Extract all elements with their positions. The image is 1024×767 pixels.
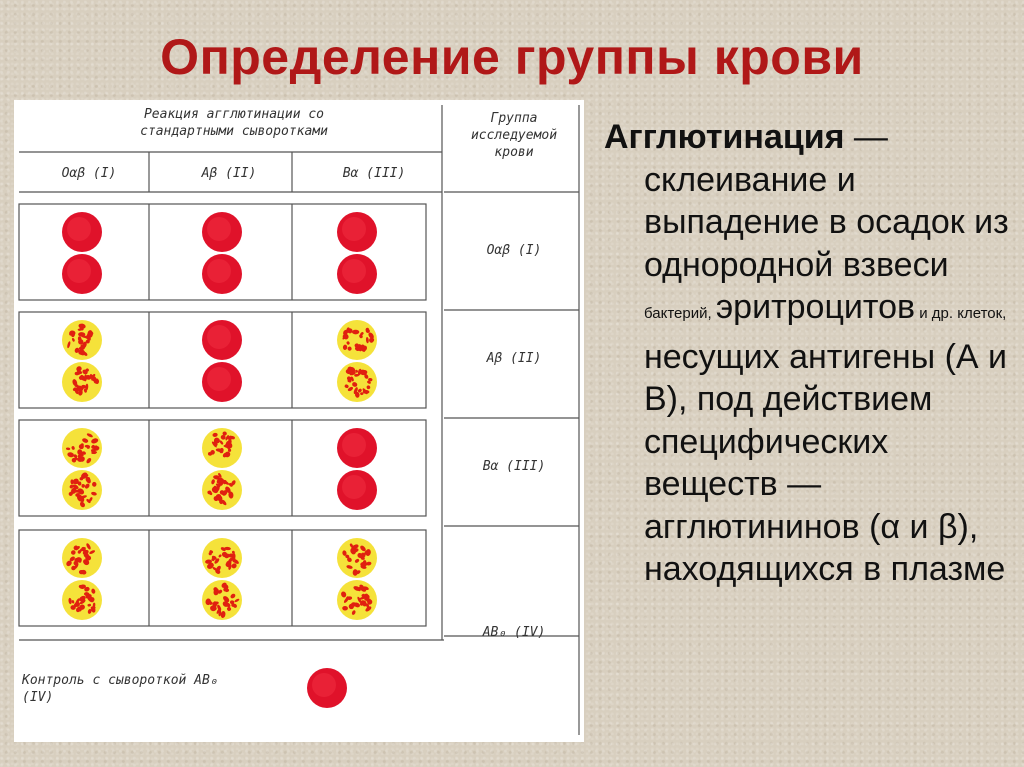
drop-highlight bbox=[207, 325, 231, 349]
table-drawing bbox=[14, 100, 584, 742]
header-group: Группа исследуемой крови bbox=[470, 111, 558, 160]
definition-line1: склеивание и выпадение в осадок из однородной взвеси bbox=[644, 160, 1009, 284]
group-label-1: Oαβ (I) bbox=[486, 243, 542, 258]
agglutinate-clump bbox=[89, 331, 93, 335]
drop-highlight bbox=[207, 367, 231, 391]
definition-small1: бактерий, bbox=[644, 305, 716, 322]
drop-highlight bbox=[207, 259, 231, 283]
drop-highlight bbox=[312, 673, 336, 697]
drop-highlight bbox=[67, 217, 91, 241]
drop-highlight bbox=[342, 433, 366, 457]
definition-rest: несущих антигены (А и В), под действием специфических веществ — агглютининов (α и β), находящихся в плазме bbox=[644, 337, 1008, 588]
drop-highlight bbox=[67, 259, 91, 283]
header-reaction: Реакция агглютинации со стандартными сыворотками bbox=[140, 107, 328, 139]
page-title: Определение группы крови bbox=[160, 29, 864, 85]
serum-label-1: Oαβ (I) bbox=[61, 166, 117, 181]
serum-label-3: Bα (III) bbox=[342, 166, 406, 181]
control-label: Контроль с сывороткой AB₀ (IV) bbox=[22, 673, 218, 705]
agglutinated-drop bbox=[202, 470, 242, 510]
group-label-2: Aβ (II) bbox=[486, 351, 542, 366]
blood-group-table bbox=[14, 100, 584, 742]
definition-small2: и др. клеток, bbox=[915, 305, 1007, 322]
group-label-3: Bα (III) bbox=[482, 459, 546, 474]
agglutinated-drop bbox=[202, 538, 242, 578]
agglutinate-clump bbox=[352, 330, 359, 335]
drop-highlight bbox=[207, 217, 231, 241]
drop-highlight bbox=[342, 259, 366, 283]
group-label-4: AB₀ (IV) bbox=[482, 625, 546, 640]
definition-text bbox=[604, 116, 1014, 591]
definition-term: Агглютинация bbox=[604, 118, 845, 156]
drop-highlight bbox=[342, 475, 366, 499]
serum-label-2: Aβ (II) bbox=[201, 166, 257, 181]
definition-dash: — bbox=[844, 118, 888, 156]
definition-mid1: эритроцитов bbox=[715, 288, 916, 326]
definition-body bbox=[604, 159, 1014, 591]
drop-highlight bbox=[342, 217, 366, 241]
